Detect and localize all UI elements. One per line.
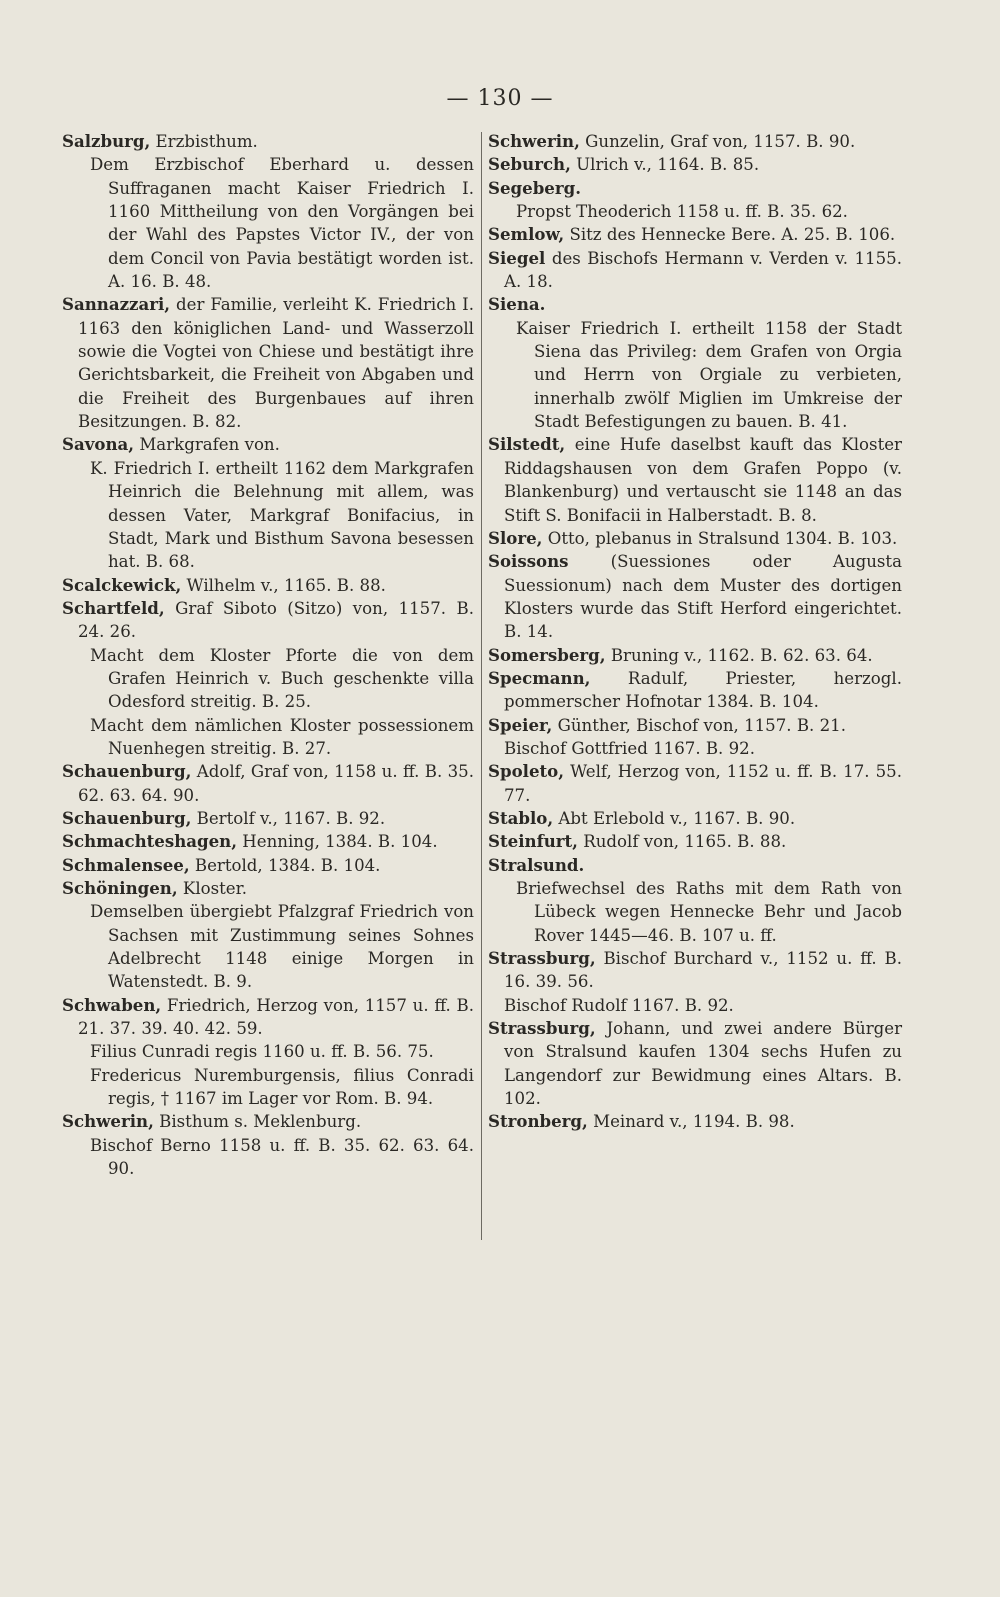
- entry-text: Bisthum s. Meklenburg.: [153, 1112, 362, 1132]
- entry-text: Demselben übergiebt Pfalzgraf Friedrich von Sachsen mit Zustimmung seines Sohnes Adelbrecht 1148 einige Morgen in Watenstedt. B. 9.: [90, 902, 474, 992]
- index-entry-salzburg: [62, 130, 474, 293]
- entry-text: Welf, Herzog von, 1152 u. ff. B. 17. 55. 77.: [504, 762, 902, 805]
- entry-text: Markgrafen von.: [134, 435, 280, 455]
- entry-text: Ulrich v., 1164. B. 85.: [570, 155, 760, 175]
- entry-text: des Bischofs Hermann v. Verden v. 1155. A. 18.: [504, 248, 902, 292]
- index-entry-silstedt: [488, 433, 902, 526]
- entry-text: Sitz des Hennecke Bere. A. 25. B. 106.: [564, 225, 896, 245]
- headword: Slore,: [488, 527, 543, 548]
- index-entry-steinfurt: [488, 830, 902, 853]
- headword: Scalckewick,: [62, 574, 182, 595]
- index-entry-schwaben: [62, 994, 474, 1111]
- entry-text: Abt Erlebold v., 1167. B. 90.: [553, 808, 796, 828]
- entry-text: Bischof Burchard v., 1152 u. ff. B. 16. 39. 56.: [504, 949, 902, 992]
- entry-text: Meinard v., 1194. B. 98.: [587, 1112, 795, 1132]
- index-entry-strassburg2: [488, 1017, 902, 1110]
- entry-text: Fredericus Nuremburgensis, filius Conradi regis, † 1167 im Lager vor Rom. B. 94.: [90, 1065, 474, 1109]
- entry-subline: [488, 317, 902, 434]
- entry-heading-line: [488, 223, 902, 246]
- index-entry-sannazzari: [62, 293, 474, 433]
- index-entry-slore: [488, 527, 902, 550]
- headword: Stralsund.: [488, 854, 585, 875]
- entry-heading-line: [62, 807, 474, 830]
- index-entry-strassburg1: [488, 947, 902, 1017]
- entry-text: Radulf, Priester, herzogl. pommerscher Hofnotar 1384. B. 104.: [504, 668, 902, 712]
- headword: Stronberg,: [488, 1111, 588, 1132]
- entry-heading-line: [488, 807, 902, 830]
- index-entry-schwerin2: [488, 130, 902, 153]
- headword: Segeberg.: [488, 177, 581, 198]
- entry-heading-line: [62, 574, 474, 597]
- headword: Siegel: [488, 247, 546, 268]
- entry-subline: [488, 200, 902, 223]
- headword: Schartfeld,: [62, 597, 165, 618]
- entry-heading-line: [488, 247, 902, 294]
- index-entry-schwerin1: [62, 1110, 474, 1180]
- page-number: — 130 —: [446, 86, 554, 111]
- entry-text: Bischof Berno 1158 u. ff. B. 35. 62. 63. 64. 90.: [90, 1135, 474, 1179]
- headword: Steinfurt,: [488, 831, 578, 852]
- headword: Semlow,: [488, 224, 565, 245]
- headword: Strassburg,: [488, 948, 596, 969]
- entry-text: Bertold, 1384. B. 104.: [189, 855, 381, 875]
- entry-subline: [62, 1134, 474, 1181]
- headword: Savona,: [62, 434, 135, 455]
- entry-text: K. Friedrich I. ertheilt 1162 dem Markgrafen Heinrich die Belehnung mit allem, was dessen Vater, Markgraf Bonifacius, in Stadt, Mark und Bisthum Savona besessen hat. B. 68.: [90, 458, 474, 572]
- entry-heading-line: [488, 760, 902, 807]
- index-entry-siena: [488, 293, 902, 433]
- index-entry-schauenburg2: [62, 807, 474, 830]
- entry-text: Bischof Gottfried 1167. B. 92.: [504, 738, 755, 758]
- index-entry-schauenburg1: [62, 760, 474, 807]
- entry-heading-line: [488, 527, 902, 550]
- index-entry-stronberg: [488, 1110, 902, 1133]
- entry-text: Bruning v., 1162. B. 62. 63. 64.: [605, 645, 873, 665]
- headword: Siena.: [488, 294, 546, 315]
- entry-subline: [62, 900, 474, 993]
- entry-heading-line: [62, 854, 474, 877]
- entry-text: Henning, 1384. B. 104.: [237, 832, 438, 852]
- entry-subline: [488, 994, 902, 1017]
- headword: Schwerin,: [488, 131, 580, 151]
- entry-heading-line: [488, 153, 902, 176]
- entry-heading-line: [488, 714, 902, 737]
- entry-heading-line: [62, 760, 474, 807]
- entry-subline: [62, 714, 474, 761]
- index-entry-specmann: [488, 667, 902, 714]
- entry-text: Kloster.: [177, 879, 248, 898]
- entry-text: Kaiser Friedrich I. ertheilt 1158 der Stadt Siena das Privileg: dem Grafen von Orgia und Herrn von Orgiale zu verbieten, innerhalb zwölf Miglien im Umkreise der Stadt Befestigungen zu bauen. B. 41.: [516, 318, 902, 432]
- index-entry-semlow: [488, 223, 902, 246]
- entry-subline: [488, 737, 902, 760]
- index-entry-schmachteshagen: [62, 830, 474, 853]
- entry-heading-line: [488, 1110, 902, 1133]
- entry-heading-line: [62, 293, 474, 433]
- index-entry-schmalensee: [62, 854, 474, 877]
- entry-text: Johann, und zwei andere Bürger von Stralsund kaufen 1304 sechs Hufen zu Langendorf zur Bewidmung eines Altars. B. 102.: [504, 1019, 902, 1109]
- index-entry-scalckewick: [62, 574, 474, 597]
- headword: Specmann,: [488, 667, 591, 688]
- entry-text: Günther, Bischof von, 1157. B. 21.: [552, 715, 846, 735]
- entry-subline: [62, 153, 474, 293]
- entry-subline: [62, 1064, 474, 1111]
- entry-text: Erzbisthum.: [150, 132, 258, 151]
- entry-text: (Suessiones oder Augusta Suessionum) nach dem Muster des dortigen Klosters wurde das Stift Herford eingerichtet. B. 14.: [504, 552, 902, 642]
- entry-text: Graf Siboto (Sitzo) von, 1157. B. 24. 26.: [78, 598, 474, 642]
- entry-heading-line: [488, 433, 902, 526]
- headword: Sannazzari,: [62, 294, 171, 315]
- entry-heading-line: [62, 130, 474, 153]
- headword: Seburch,: [488, 154, 571, 175]
- entry-heading-line: [62, 433, 474, 456]
- entry-text: Propst Theoderich 1158 u. ff. B. 35. 62.: [516, 202, 848, 222]
- entry-text: Bertolf v., 1167. B. 92.: [191, 808, 386, 828]
- entry-text: Dem Erzbischof Eberhard u. dessen Suffraganen macht Kaiser Friedrich I. 1160 Mittheilung von den Vorgängen bei der Wahl des Papstes Victor IV., der von dem Concil von Pavia bestätigt worden ist. A. 16. B. 48.: [90, 155, 474, 292]
- entry-heading-line: [488, 177, 902, 200]
- entry-heading-line: [488, 947, 902, 994]
- entry-text: Adolf, Graf von, 1158 u. ff. B. 35. 62. 63. 64. 90.: [78, 762, 474, 805]
- headword: Schauenburg,: [62, 807, 192, 828]
- right-column: [488, 130, 902, 1134]
- entry-subline: [62, 1040, 474, 1063]
- entry-heading-line: [488, 1017, 902, 1110]
- index-entry-schoeningen: [62, 877, 474, 994]
- index-entry-soissons: [488, 550, 902, 643]
- entry-text: Otto, plebanus in Stralsund 1304. B. 103.: [542, 528, 898, 548]
- index-entry-stralsund: [488, 854, 902, 947]
- headword: Spoleto,: [488, 761, 565, 782]
- index-entry-savona: [62, 433, 474, 573]
- entry-heading-line: [488, 830, 902, 853]
- index-entry-seburch: [488, 153, 902, 176]
- headword: Silstedt,: [488, 434, 566, 455]
- index-entry-segeberg: [488, 177, 902, 224]
- entry-subline: [62, 457, 474, 574]
- entry-text: Rudolf von, 1165. B. 88.: [577, 832, 787, 852]
- headword: Somersberg,: [488, 644, 606, 665]
- index-entry-schartfeld: [62, 597, 474, 760]
- headword: Schöningen,: [62, 878, 178, 898]
- entry-text: eine Hufe daselbst kauft das Kloster Riddagshausen von dem Grafen Poppo (v. Blankenburg) und vertauscht sie 1148 an das Stift S. Bonifacii in Halberstadt. B. 8.: [504, 435, 902, 525]
- entry-heading-line: [488, 130, 902, 153]
- entry-heading-line: [62, 1110, 474, 1133]
- entry-heading-line: [488, 644, 902, 667]
- entry-text: Bischof Rudolf 1167. B. 92.: [504, 995, 734, 1015]
- headword: Schmachteshagen,: [62, 831, 238, 852]
- entry-text: Briefwechsel des Raths mit dem Rath von Lübeck wegen Hennecke Behr und Jacob Rover 1445—46. B. 107 u. ff.: [516, 879, 902, 945]
- headword: Salzburg,: [62, 131, 151, 151]
- headword: Schwaben,: [62, 994, 162, 1015]
- left-column: [62, 130, 474, 1180]
- entry-subline: [62, 644, 474, 714]
- headword: Speier,: [488, 714, 553, 735]
- index-entry-somersberg: [488, 644, 902, 667]
- entry-heading-line: [488, 667, 902, 714]
- index-entry-spoleto: [488, 760, 902, 807]
- entry-text: Wilhelm v., 1165. B. 88.: [181, 575, 386, 595]
- index-entry-speier: [488, 714, 902, 761]
- headword: Strassburg,: [488, 1018, 596, 1039]
- index-entry-siegel: [488, 247, 902, 294]
- headword: Soissons: [488, 551, 569, 572]
- entry-text: Macht dem Kloster Pforte die von dem Grafen Heinrich v. Buch geschenkte villa Odesford streitig. B. 25.: [90, 645, 474, 712]
- entry-heading-line: [62, 994, 474, 1041]
- headword: Stablo,: [488, 807, 554, 828]
- entry-heading-line: [488, 550, 902, 643]
- entry-heading-line: [488, 854, 902, 877]
- entry-heading-line: [62, 597, 474, 644]
- entry-text: Gunzelin, Graf von, 1157. B. 90.: [579, 132, 856, 151]
- headword: Schmalensee,: [62, 854, 190, 875]
- entry-heading-line: [62, 830, 474, 853]
- column-divider: [481, 132, 482, 1240]
- index-entry-stablo: [488, 807, 902, 830]
- headword: Schwerin,: [62, 1111, 154, 1132]
- entry-subline: [488, 877, 902, 947]
- entry-heading-line: [488, 293, 902, 316]
- entry-text: der Familie, verleiht K. Friedrich I. 1163 den königlichen Land- und Wasserzoll sowie die Vogtei von Chiese und bestätigt ihre Gerichtsbarkeit, die Freiheit von Abgaben und die Freiheit des Burgenbaues auf ihren Besitzungen. B. 82.: [78, 295, 474, 432]
- entry-text: Filius Cunradi regis 1160 u. ff. B. 56. 75.: [90, 1042, 434, 1062]
- entry-text: Friedrich, Herzog von, 1157 u. ff. B. 21. 37. 39. 40. 42. 59.: [78, 995, 474, 1039]
- entry-text: Macht dem nämlichen Kloster possessionem Nuenhegen streitig. B. 27.: [90, 715, 474, 758]
- entry-heading-line: [62, 877, 474, 900]
- headword: Schauenburg,: [62, 761, 192, 782]
